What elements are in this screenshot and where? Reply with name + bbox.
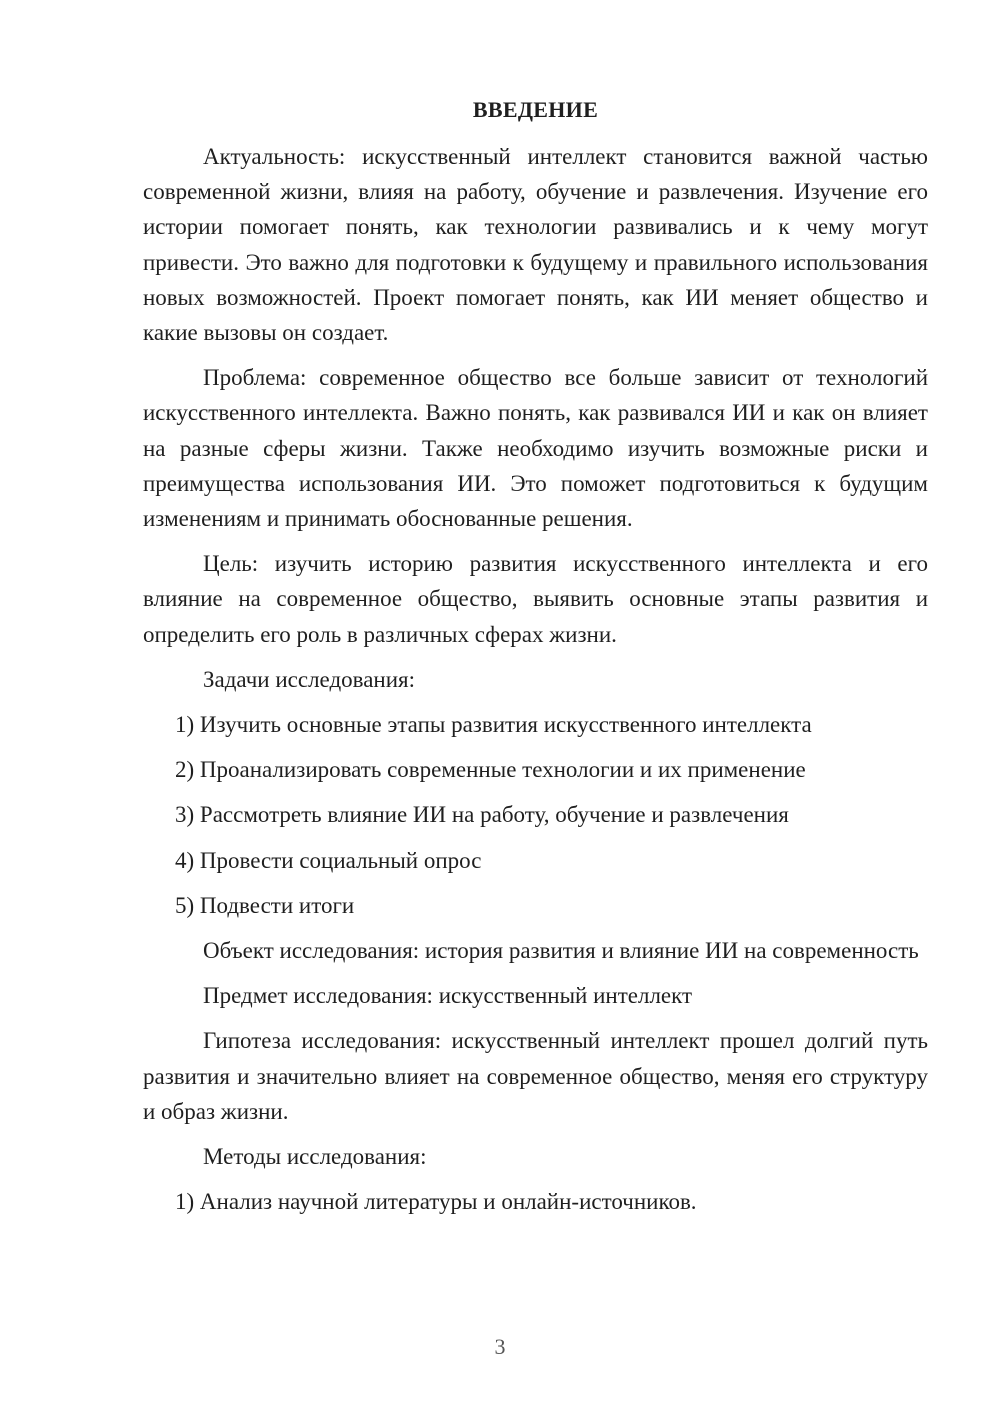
- list-item: 2) Проанализировать современные технологии и их применение: [175, 757, 806, 783]
- list-item: 4) Провести социальный опрос: [175, 847, 482, 873]
- paragraph-problem: Проблема: современное общество все больше зависит от технологий искусственного интеллекта. Важно понять, как развивался ИИ и как он влияет на разные сферы жизни. Также необходимо изучить возможные риски и преимущества использования ИИ. Это поможет подготовиться к будущим изменениям и принимать обоснованные решения.: [143, 365, 928, 532]
- paragraph-relevance: Актуальность: искусственный интеллект становится важной частью современной жизни, влияя на работу, обучение и развлечения. Изучение его истории помогает понять, как технологии развивались и к чему могут привести. Это важно для подготовки к будущему и правильного использования новых возможностей. Проект помогает понять, как ИИ меняет общество и какие вызовы он создает.: [143, 144, 928, 346]
- methods-title: Методы исследования:: [203, 1144, 427, 1170]
- list-item: 1) Изучить основные этапы развития искусственного интеллекта: [175, 712, 812, 738]
- page-content: [143, 95, 928, 1229]
- paragraph-goal: Цель: изучить историю развития искусственного интеллекта и его влияние на современное общество, выявить основные этапы развития и определить его роль в различных сферах жизни.: [143, 551, 928, 647]
- paragraph-subject: Предмет исследования: искусственный интеллект: [203, 983, 693, 1009]
- list-item: 5) Подвести итоги: [175, 892, 355, 918]
- list-item: 3) Рассмотреть влияние ИИ на работу, обучение и развлечения: [175, 802, 789, 828]
- tasks-list: [143, 707, 928, 923]
- page-number: 3: [494, 1334, 506, 1359]
- section-heading: ВВЕДЕНИЕ: [472, 97, 599, 122]
- paragraph-object: Объект исследования: история развития и влияние ИИ на современность: [203, 938, 919, 964]
- methods-list: [143, 1184, 928, 1219]
- paragraph-hypothesis: Гипотеза исследования: искусственный интеллект прошел долгий путь развития и значительно влияет на современное общество, меняя его структуру и образ жизни.: [143, 1028, 928, 1124]
- list-item: 1) Анализ научной литературы и онлайн-источников.: [175, 1189, 697, 1215]
- tasks-title: Задачи исследования:: [203, 666, 416, 692]
